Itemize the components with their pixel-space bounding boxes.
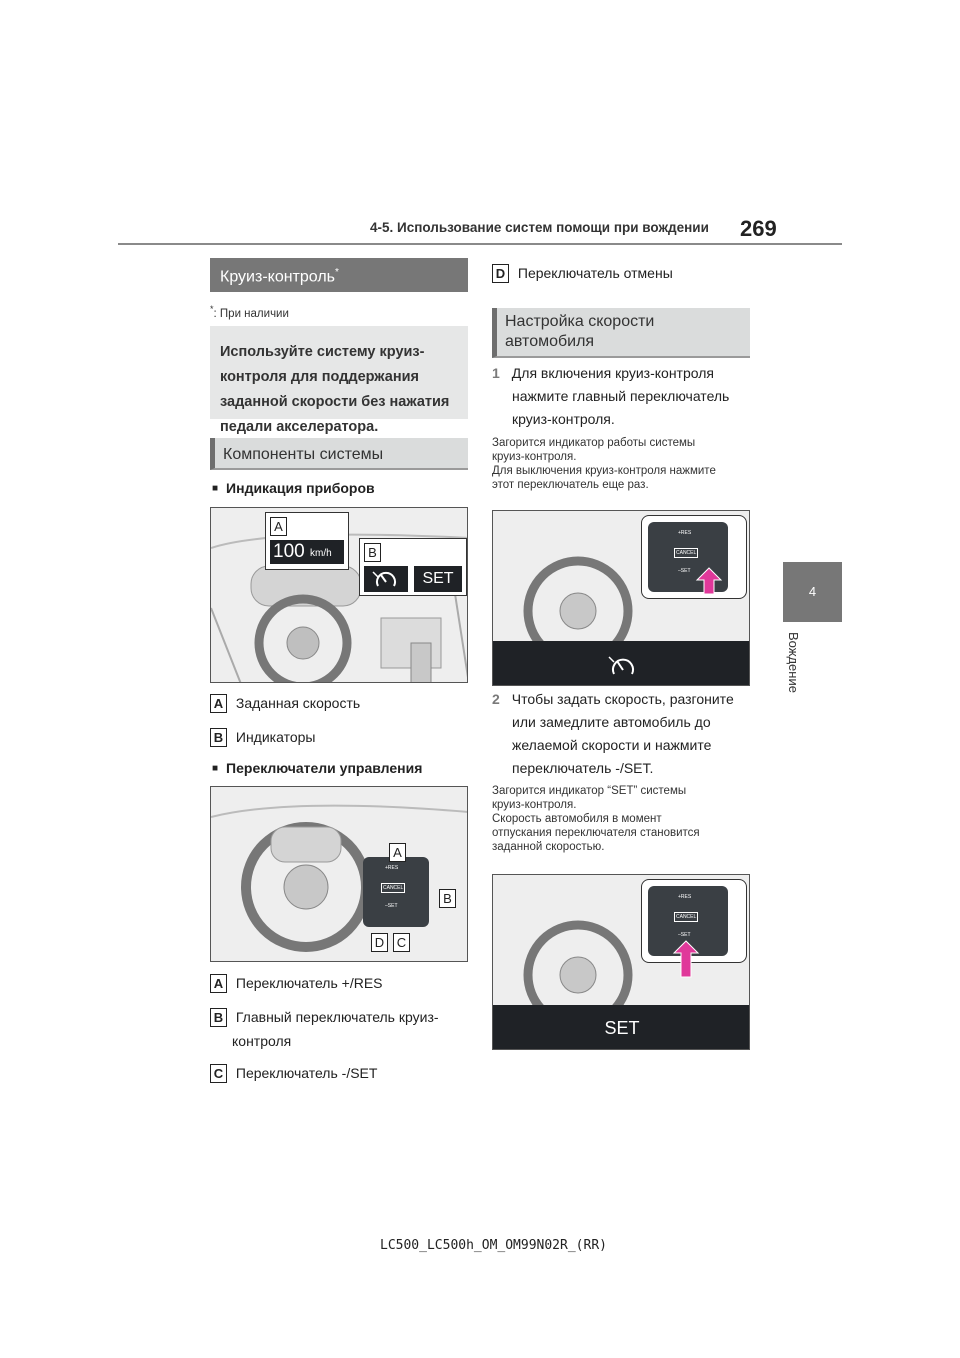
set-display-text: SET: [604, 1018, 640, 1038]
pointer-arrow-icon: [694, 566, 724, 596]
legend-text: Переключатель -/SET: [235, 1065, 378, 1081]
note-1: [492, 436, 716, 492]
intro-line: педали акселератора.: [220, 419, 379, 435]
fig2-letter-a: A: [389, 843, 406, 862]
legend-text: Переключатель отмены: [517, 265, 673, 281]
legend-item: [210, 1062, 377, 1084]
intro-line: Используйте систему круиз-: [220, 344, 425, 360]
chapter-label: Вождение: [786, 632, 801, 693]
speed-heading-line: Настройка скорости: [505, 313, 655, 330]
note-line: круиз-контроля.: [492, 451, 577, 463]
cruise-indicator-display: [493, 641, 750, 686]
note-line: заданной скоростью.: [492, 841, 605, 853]
footnote: [210, 302, 289, 321]
note-line: Загорится индикатор “SET” системы: [492, 785, 687, 797]
page-number: 269: [740, 216, 777, 241]
header-rule: [118, 243, 842, 245]
cruise-control-icon: [364, 566, 408, 592]
switches-heading: ■ Переключатели управления: [212, 760, 422, 776]
switch-panel: [363, 857, 429, 927]
legend-letter: B: [210, 728, 227, 747]
note-line: Для выключения круиз-контроля нажмите: [492, 465, 716, 477]
speed-heading-line: автомобиля: [505, 333, 595, 350]
cancel-label: CANCEL: [383, 885, 404, 891]
res-label: +RES: [678, 530, 692, 536]
step-line: нажмите главный переключатель: [512, 388, 730, 404]
pointer-arrow-icon: [671, 939, 701, 979]
step-1: [492, 362, 729, 431]
legend-text-continued: контроля: [232, 1033, 292, 1049]
cancel-label: CANCEL: [676, 550, 697, 556]
step-number: 2: [492, 691, 500, 707]
intro-line: контроля для поддержания: [220, 369, 419, 385]
speed-value: 100: [273, 541, 305, 562]
speed-setting-heading: [492, 308, 750, 358]
cancel-label: CANCEL: [676, 914, 697, 920]
chapter-tab[interactable]: 4: [783, 562, 842, 622]
speed-display: [270, 540, 344, 564]
legend-letter: C: [210, 1064, 227, 1083]
res-label: +RES: [385, 865, 399, 871]
cruise-indicator: [364, 566, 408, 592]
legend-item: [210, 692, 360, 714]
footnote-text: : При наличии: [213, 307, 289, 320]
title-asterisk: *: [335, 267, 339, 278]
legend-text: Заданная скорость: [235, 695, 361, 711]
legend-letter: B: [210, 1008, 227, 1027]
indicators-heading: ■ Индикация приборов: [212, 480, 375, 496]
legend-text: Главный переключатель круиз-: [235, 1009, 439, 1025]
step-line: круиз-контроля.: [512, 411, 615, 427]
steering-illustration: [211, 787, 468, 962]
components-heading: Компоненты системы: [210, 438, 468, 470]
legend-item: [210, 972, 383, 994]
figure-instrument-display: [210, 507, 468, 683]
note-line: отпускания переключателя становится: [492, 827, 700, 839]
legend-item: [210, 726, 315, 748]
set-label: –SET: [385, 903, 398, 909]
res-label: +RES: [678, 894, 692, 900]
note-line: этот переключатель еще раз.: [492, 479, 649, 491]
cruise-control-icon: [602, 646, 642, 682]
switch-zoom: [641, 515, 747, 599]
set-indicator: [414, 566, 462, 592]
step-line: желаемой скорости и нажмите: [512, 737, 712, 753]
legend-letter: D: [492, 264, 509, 283]
indicators-callout: [359, 538, 467, 596]
set-speed-callout: [265, 512, 349, 570]
legend-letter: A: [210, 974, 227, 993]
legend-item: [492, 262, 673, 284]
figure-control-switches: [210, 786, 468, 962]
callout-letter-b: B: [364, 543, 381, 562]
step-line: Для включения круиз-контроля: [511, 365, 714, 381]
step-2: [492, 688, 734, 780]
note-line: Загорится индикатор работы системы: [492, 437, 696, 449]
step-line: переключатель -/SET.: [512, 760, 654, 776]
document-code: LC500_LC500h_OM_OM99N02R_(RR): [380, 1238, 607, 1253]
callout-letter-a: A: [270, 517, 287, 536]
step-line: Чтобы задать скорость, разгоните: [511, 691, 734, 707]
fig2-letter-d: D: [371, 933, 388, 952]
fig2-letter-b: B: [439, 889, 456, 908]
step-number: 1: [492, 365, 500, 381]
footnote-mark: *: [210, 304, 214, 314]
note-line: круиз-контроля.: [492, 799, 577, 811]
set-label: –SET: [678, 932, 691, 938]
figure-main-switch: [492, 510, 750, 686]
legend-text: Переключатель +/RES: [235, 975, 383, 991]
step-line: или замедлите автомобиль до: [512, 714, 711, 730]
fig2-letter-c: C: [393, 933, 410, 952]
note-2: [492, 784, 700, 854]
figure-set-switch: [492, 874, 750, 1050]
cruise-title: Круиз-контроль: [220, 268, 335, 286]
section-heading-cruise: [210, 258, 468, 292]
set-display: [493, 1005, 750, 1050]
legend-item: [210, 1006, 439, 1028]
legend-letter: A: [210, 694, 227, 713]
set-label: –SET: [678, 568, 691, 574]
speed-unit: km/h: [310, 548, 332, 559]
set-indicator-text: SET: [422, 570, 454, 587]
legend-text: Индикаторы: [235, 729, 316, 745]
intro-line: заданной скорости без нажатия: [220, 394, 450, 410]
intro-box: [210, 326, 468, 435]
note-line: Скорость автомобиля в момент: [492, 813, 662, 825]
section-title: 4-5. Использование систем помощи при вождении: [370, 220, 709, 235]
